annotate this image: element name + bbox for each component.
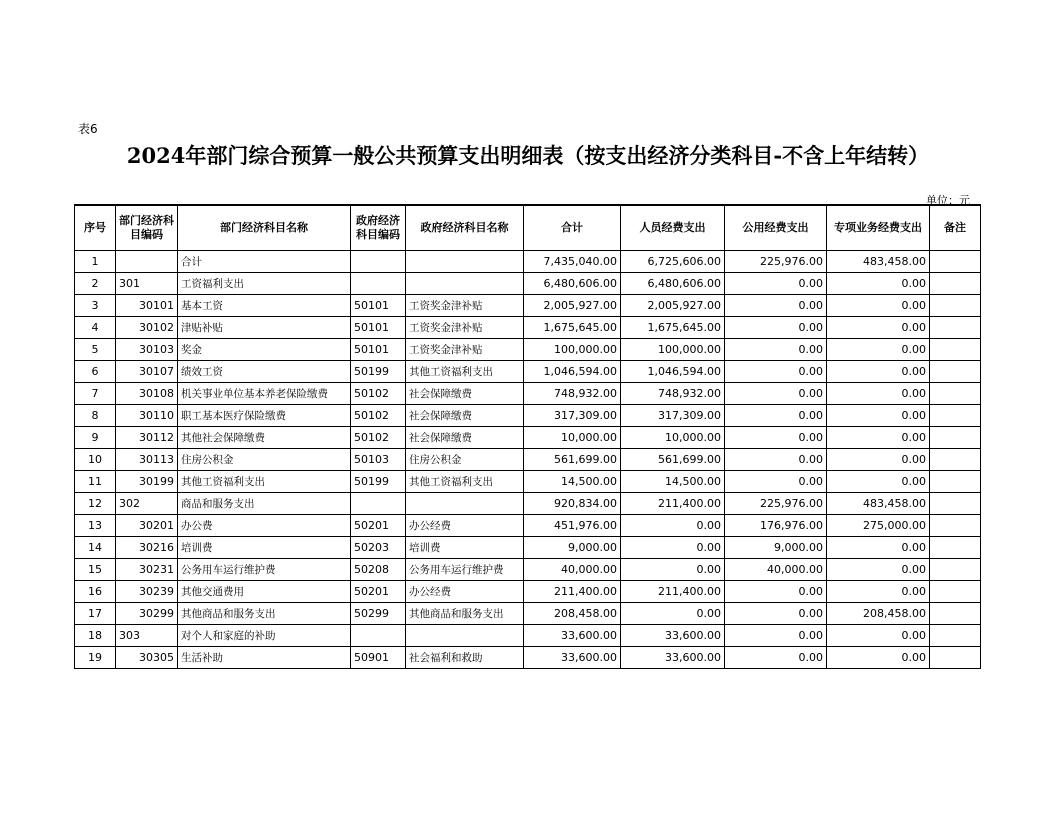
cell-note bbox=[930, 295, 981, 317]
cell-gov-code: 50203 bbox=[351, 537, 406, 559]
cell-gov-name: 公务用车运行维护费 bbox=[406, 559, 524, 581]
header-gov-code: 政府经济科目编码 bbox=[351, 205, 406, 251]
cell-total: 561,699.00 bbox=[524, 449, 621, 471]
cell-total: 14,500.00 bbox=[524, 471, 621, 493]
cell-dept-code: 30305 bbox=[116, 647, 178, 669]
table-row bbox=[75, 251, 981, 273]
cell-gov-name: 其他工资福利支出 bbox=[406, 361, 524, 383]
cell-special: 483,458.00 bbox=[827, 251, 930, 273]
cell-special: 0.00 bbox=[827, 647, 930, 669]
cell-public: 40,000.00 bbox=[725, 559, 827, 581]
cell-dept-name: 其他工资福利支出 bbox=[178, 471, 351, 493]
header-dept-code: 部门经济科目编码 bbox=[116, 205, 178, 251]
cell-gov-code: 50199 bbox=[351, 471, 406, 493]
cell-public: 225,976.00 bbox=[725, 251, 827, 273]
cell-public: 0.00 bbox=[725, 581, 827, 603]
cell-gov-code: 50201 bbox=[351, 581, 406, 603]
cell-dept-code: 303 bbox=[116, 625, 178, 647]
cell-note bbox=[930, 405, 981, 427]
cell-dept-code: 30299 bbox=[116, 603, 178, 625]
cell-gov-code: 50102 bbox=[351, 405, 406, 427]
cell-personnel: 1,046,594.00 bbox=[621, 361, 725, 383]
cell-dept-name: 商品和服务支出 bbox=[178, 493, 351, 515]
cell-special: 0.00 bbox=[827, 405, 930, 427]
cell-gov-name: 其他工资福利支出 bbox=[406, 471, 524, 493]
table-row bbox=[75, 493, 981, 515]
cell-note bbox=[930, 273, 981, 295]
cell-gov-name: 住房公积金 bbox=[406, 449, 524, 471]
cell-public: 225,976.00 bbox=[725, 493, 827, 515]
cell-dept-code: 301 bbox=[116, 273, 178, 295]
cell-dept-code: 30101 bbox=[116, 295, 178, 317]
cell-special: 0.00 bbox=[827, 339, 930, 361]
cell-special: 0.00 bbox=[827, 581, 930, 603]
cell-gov-name bbox=[406, 493, 524, 515]
cell-total: 748,932.00 bbox=[524, 383, 621, 405]
cell-gov-code bbox=[351, 273, 406, 295]
cell-public: 0.00 bbox=[725, 427, 827, 449]
cell-gov-code: 50199 bbox=[351, 361, 406, 383]
cell-personnel: 211,400.00 bbox=[621, 581, 725, 603]
cell-dept-name: 其他商品和服务支出 bbox=[178, 603, 351, 625]
unit-label: 单位：元 bbox=[926, 194, 970, 207]
table-row bbox=[75, 273, 981, 295]
cell-total: 100,000.00 bbox=[524, 339, 621, 361]
table-row bbox=[75, 405, 981, 427]
cell-personnel: 1,675,645.00 bbox=[621, 317, 725, 339]
cell-dept-code: 30239 bbox=[116, 581, 178, 603]
cell-index: 1 bbox=[75, 251, 116, 273]
cell-special: 0.00 bbox=[827, 537, 930, 559]
cell-personnel: 0.00 bbox=[621, 537, 725, 559]
cell-index: 16 bbox=[75, 581, 116, 603]
cell-public: 0.00 bbox=[725, 405, 827, 427]
cell-gov-name: 办公经费 bbox=[406, 515, 524, 537]
cell-personnel: 561,699.00 bbox=[621, 449, 725, 471]
cell-personnel: 6,480,606.00 bbox=[621, 273, 725, 295]
table-header-row bbox=[75, 205, 981, 251]
cell-dept-name: 生活补助 bbox=[178, 647, 351, 669]
cell-public: 176,976.00 bbox=[725, 515, 827, 537]
cell-dept-code: 30108 bbox=[116, 383, 178, 405]
table-row bbox=[75, 603, 981, 625]
cell-dept-name: 津贴补贴 bbox=[178, 317, 351, 339]
cell-dept-name: 办公费 bbox=[178, 515, 351, 537]
cell-gov-code bbox=[351, 251, 406, 273]
cell-index: 2 bbox=[75, 273, 116, 295]
table-row bbox=[75, 295, 981, 317]
cell-personnel: 317,309.00 bbox=[621, 405, 725, 427]
cell-gov-code: 50101 bbox=[351, 339, 406, 361]
cell-total: 6,480,606.00 bbox=[524, 273, 621, 295]
cell-gov-code: 50101 bbox=[351, 317, 406, 339]
cell-total: 10,000.00 bbox=[524, 427, 621, 449]
cell-index: 15 bbox=[75, 559, 116, 581]
cell-dept-code: 30113 bbox=[116, 449, 178, 471]
cell-personnel: 2,005,927.00 bbox=[621, 295, 725, 317]
cell-gov-name: 社会保障缴费 bbox=[406, 427, 524, 449]
cell-total: 33,600.00 bbox=[524, 647, 621, 669]
cell-note bbox=[930, 625, 981, 647]
cell-note bbox=[930, 383, 981, 405]
cell-gov-code: 50102 bbox=[351, 427, 406, 449]
cell-dept-name: 职工基本医疗保险缴费 bbox=[178, 405, 351, 427]
table-row bbox=[75, 581, 981, 603]
cell-index: 5 bbox=[75, 339, 116, 361]
cell-public: 0.00 bbox=[725, 647, 827, 669]
cell-note bbox=[930, 493, 981, 515]
cell-special: 0.00 bbox=[827, 317, 930, 339]
cell-public: 0.00 bbox=[725, 383, 827, 405]
cell-personnel: 14,500.00 bbox=[621, 471, 725, 493]
cell-dept-name: 其他社会保障缴费 bbox=[178, 427, 351, 449]
cell-note bbox=[930, 339, 981, 361]
cell-public: 0.00 bbox=[725, 449, 827, 471]
cell-personnel: 0.00 bbox=[621, 515, 725, 537]
cell-dept-name: 工资福利支出 bbox=[178, 273, 351, 295]
cell-personnel: 211,400.00 bbox=[621, 493, 725, 515]
cell-dept-code: 30216 bbox=[116, 537, 178, 559]
table-row bbox=[75, 559, 981, 581]
cell-total: 317,309.00 bbox=[524, 405, 621, 427]
cell-special: 0.00 bbox=[827, 295, 930, 317]
cell-note bbox=[930, 471, 981, 493]
cell-dept-name: 其他交通费用 bbox=[178, 581, 351, 603]
expenditure-detail-table bbox=[74, 204, 981, 669]
cell-note bbox=[930, 361, 981, 383]
cell-gov-code: 50103 bbox=[351, 449, 406, 471]
cell-note bbox=[930, 427, 981, 449]
cell-special: 0.00 bbox=[827, 625, 930, 647]
cell-index: 3 bbox=[75, 295, 116, 317]
cell-dept-code: 30107 bbox=[116, 361, 178, 383]
table-row bbox=[75, 625, 981, 647]
cell-dept-code: 30112 bbox=[116, 427, 178, 449]
table-number-label: 表6 bbox=[78, 122, 98, 136]
cell-gov-name: 办公经费 bbox=[406, 581, 524, 603]
cell-dept-name: 奖金 bbox=[178, 339, 351, 361]
cell-dept-name: 机关事业单位基本养老保险缴费 bbox=[178, 383, 351, 405]
cell-dept-name: 基本工资 bbox=[178, 295, 351, 317]
cell-personnel: 748,932.00 bbox=[621, 383, 725, 405]
cell-special: 0.00 bbox=[827, 471, 930, 493]
cell-total: 920,834.00 bbox=[524, 493, 621, 515]
cell-index: 6 bbox=[75, 361, 116, 383]
cell-dept-name: 公务用车运行维护费 bbox=[178, 559, 351, 581]
table-row bbox=[75, 383, 981, 405]
cell-personnel: 0.00 bbox=[621, 603, 725, 625]
cell-dept-code: 30103 bbox=[116, 339, 178, 361]
cell-gov-name: 社会保障缴费 bbox=[406, 405, 524, 427]
cell-public: 0.00 bbox=[725, 603, 827, 625]
header-special: 专项业务经费支出 bbox=[827, 205, 930, 251]
cell-dept-code: 30110 bbox=[116, 405, 178, 427]
cell-special: 275,000.00 bbox=[827, 515, 930, 537]
cell-personnel: 33,600.00 bbox=[621, 625, 725, 647]
cell-note bbox=[930, 559, 981, 581]
cell-gov-name: 其他商品和服务支出 bbox=[406, 603, 524, 625]
cell-gov-code: 50299 bbox=[351, 603, 406, 625]
cell-total: 9,000.00 bbox=[524, 537, 621, 559]
header-gov-name: 政府经济科目名称 bbox=[406, 205, 524, 251]
table-row bbox=[75, 471, 981, 493]
cell-special: 483,458.00 bbox=[827, 493, 930, 515]
cell-note bbox=[930, 251, 981, 273]
cell-public: 9,000.00 bbox=[725, 537, 827, 559]
cell-index: 18 bbox=[75, 625, 116, 647]
cell-dept-code: 30199 bbox=[116, 471, 178, 493]
cell-gov-name bbox=[406, 251, 524, 273]
table-row bbox=[75, 427, 981, 449]
cell-personnel: 33,600.00 bbox=[621, 647, 725, 669]
cell-index: 14 bbox=[75, 537, 116, 559]
cell-total: 40,000.00 bbox=[524, 559, 621, 581]
cell-index: 8 bbox=[75, 405, 116, 427]
cell-gov-name: 社会福利和救助 bbox=[406, 647, 524, 669]
cell-special: 0.00 bbox=[827, 559, 930, 581]
cell-personnel: 6,725,606.00 bbox=[621, 251, 725, 273]
cell-dept-code bbox=[116, 251, 178, 273]
cell-dept-code: 30201 bbox=[116, 515, 178, 537]
cell-gov-name: 工资奖金津补贴 bbox=[406, 317, 524, 339]
cell-index: 7 bbox=[75, 383, 116, 405]
cell-gov-code bbox=[351, 493, 406, 515]
cell-gov-name: 社会保障缴费 bbox=[406, 383, 524, 405]
cell-public: 0.00 bbox=[725, 295, 827, 317]
cell-special: 0.00 bbox=[827, 361, 930, 383]
cell-gov-name bbox=[406, 625, 524, 647]
cell-public: 0.00 bbox=[725, 361, 827, 383]
cell-total: 208,458.00 bbox=[524, 603, 621, 625]
header-total: 合计 bbox=[524, 205, 621, 251]
cell-note bbox=[930, 515, 981, 537]
cell-total: 451,976.00 bbox=[524, 515, 621, 537]
table-row bbox=[75, 339, 981, 361]
cell-note bbox=[930, 603, 981, 625]
cell-dept-name: 住房公积金 bbox=[178, 449, 351, 471]
cell-dept-name: 合计 bbox=[178, 251, 351, 273]
cell-gov-code: 50208 bbox=[351, 559, 406, 581]
cell-gov-name: 工资奖金津补贴 bbox=[406, 339, 524, 361]
table-row bbox=[75, 361, 981, 383]
cell-gov-code: 50901 bbox=[351, 647, 406, 669]
cell-dept-name: 培训费 bbox=[178, 537, 351, 559]
cell-total: 33,600.00 bbox=[524, 625, 621, 647]
cell-gov-name: 培训费 bbox=[406, 537, 524, 559]
cell-index: 13 bbox=[75, 515, 116, 537]
cell-public: 0.00 bbox=[725, 471, 827, 493]
cell-index: 10 bbox=[75, 449, 116, 471]
cell-special: 0.00 bbox=[827, 427, 930, 449]
cell-gov-name bbox=[406, 273, 524, 295]
cell-gov-code bbox=[351, 625, 406, 647]
cell-total: 2,005,927.00 bbox=[524, 295, 621, 317]
cell-index: 12 bbox=[75, 493, 116, 515]
table-row bbox=[75, 317, 981, 339]
table-row bbox=[75, 515, 981, 537]
cell-public: 0.00 bbox=[725, 273, 827, 295]
cell-total: 7,435,040.00 bbox=[524, 251, 621, 273]
cell-note bbox=[930, 647, 981, 669]
cell-total: 1,046,594.00 bbox=[524, 361, 621, 383]
cell-note bbox=[930, 317, 981, 339]
cell-gov-code: 50102 bbox=[351, 383, 406, 405]
cell-dept-name: 对个人和家庭的补助 bbox=[178, 625, 351, 647]
cell-personnel: 10,000.00 bbox=[621, 427, 725, 449]
header-dept-name: 部门经济科目名称 bbox=[178, 205, 351, 251]
cell-index: 9 bbox=[75, 427, 116, 449]
cell-special: 0.00 bbox=[827, 273, 930, 295]
page-title: 2024年部门综合预算一般公共预算支出明细表（按支出经济分类科目-不含上年结转） bbox=[126, 143, 930, 168]
cell-public: 0.00 bbox=[725, 317, 827, 339]
table-row bbox=[75, 537, 981, 559]
cell-total: 211,400.00 bbox=[524, 581, 621, 603]
cell-special: 208,458.00 bbox=[827, 603, 930, 625]
table-row bbox=[75, 449, 981, 471]
header-index: 序号 bbox=[75, 205, 116, 251]
cell-note bbox=[930, 537, 981, 559]
cell-public: 0.00 bbox=[725, 625, 827, 647]
cell-total: 1,675,645.00 bbox=[524, 317, 621, 339]
cell-dept-code: 30102 bbox=[116, 317, 178, 339]
header-public: 公用经费支出 bbox=[725, 205, 827, 251]
cell-note bbox=[930, 581, 981, 603]
cell-index: 17 bbox=[75, 603, 116, 625]
cell-gov-name: 工资奖金津补贴 bbox=[406, 295, 524, 317]
cell-dept-name: 绩效工资 bbox=[178, 361, 351, 383]
cell-personnel: 0.00 bbox=[621, 559, 725, 581]
cell-gov-code: 50101 bbox=[351, 295, 406, 317]
cell-personnel: 100,000.00 bbox=[621, 339, 725, 361]
cell-index: 19 bbox=[75, 647, 116, 669]
cell-special: 0.00 bbox=[827, 449, 930, 471]
cell-dept-code: 30231 bbox=[116, 559, 178, 581]
table-row bbox=[75, 647, 981, 669]
cell-special: 0.00 bbox=[827, 383, 930, 405]
cell-public: 0.00 bbox=[725, 339, 827, 361]
cell-note bbox=[930, 449, 981, 471]
cell-dept-code: 302 bbox=[116, 493, 178, 515]
header-note: 备注 bbox=[930, 205, 981, 251]
header-personnel: 人员经费支出 bbox=[621, 205, 725, 251]
cell-index: 4 bbox=[75, 317, 116, 339]
cell-index: 11 bbox=[75, 471, 116, 493]
cell-gov-code: 50201 bbox=[351, 515, 406, 537]
